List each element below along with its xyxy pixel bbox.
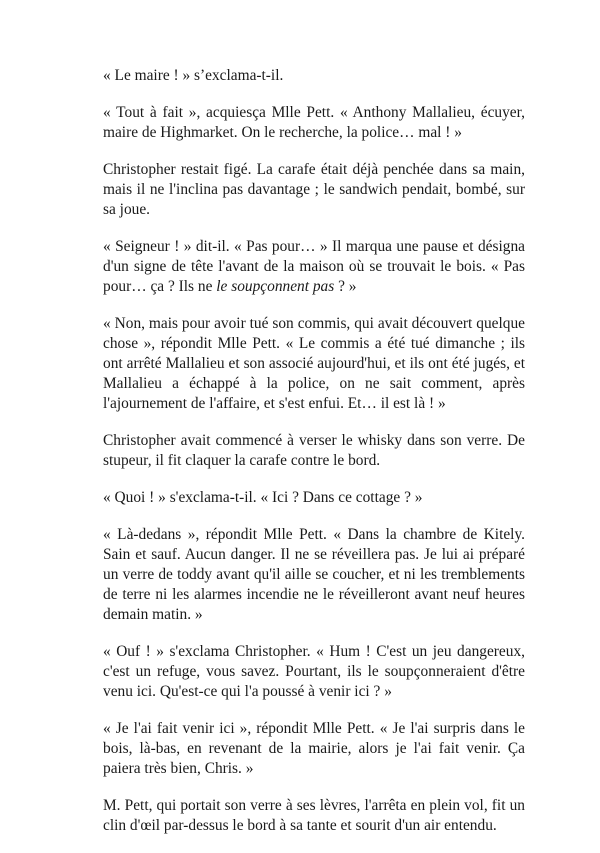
paragraph-3: Christopher restait figé. La carafe était déjà penchée dans sa main, mais il ne l'inclina pas davantage ; le sandwich pendait, bombé, sur sa joue. [103, 161, 525, 218]
paragraph-7: « Quoi ! » s'exclama-t-il. « Ici ? Dans ce cottage ? » [103, 489, 423, 506]
paragraph-4 [103, 237, 525, 297]
paragraph-6: Christopher avait commencé à verser le whisky dans son verre. De stupeur, il fit claquer la carafe contre le bord. [103, 432, 525, 469]
paragraph-5: « Non, mais pour avoir tué son commis, qui avait découvert quelque chose », répondit Mlle Pett. « Le commis a été tué dimanche ; ils ont arrêté Mallalieu et son associé aujourd'hui, et ils ont été jugés, et Mallalieu a échappé à la police, on ne sait comment, après l'ajournement de l'affaire, et s'est enfui. Et… il est là ! » [103, 315, 525, 412]
paragraph-11: M. Pett, qui portait son verre à ses lèvres, l'arrêta en plein vol, fit un clin d'œil par-dessus le bord à sa tante et sourit d'un air entendu. [103, 797, 525, 834]
paragraph-10: « Je l'ai fait venir ici », répondit Mlle Pett. « Je l'ai surpris dans le bois, là-bas, en revenant de la mairie, alors je l'ai fait venir. Ça paiera très bien, Chris. » [103, 720, 525, 777]
paragraph-4-before: « Seigneur ! » dit-il. « Pas pour… » Il marqua une pause et désigna d'un signe de tête l'avant de la maison où se trouvait le bois. « Pas pour… ça ? Ils ne [103, 238, 525, 295]
paragraph-9: « Ouf ! » s'exclama Christopher. « Hum ! C'est un jeu dangereux, c'est un refuge, vous savez. Pourtant, ils le soupçonneraient d'être venu ici. Qu'est-ce qui l'a poussé à venir ici ? » [103, 643, 525, 700]
paragraph-2: « Tout à fait », acquiesça Mlle Pett. « Anthony Mallalieu, écuyer, maire de Highmarket. On le recherche, la police… mal ! » [103, 104, 525, 141]
paragraph-4-italic: le soupçonnent pas [216, 278, 335, 295]
body-text [103, 66, 525, 853]
paragraph-8: « Là-dedans », répondit Mlle Pett. « Dans la chambre de Kitely. Sain et sauf. Aucun danger. Il ne se réveillera pas. Je lui ai préparé un verre de toddy avant qu'il aille se coucher, et ni les tremblements de terre ni les alarmes incendie ne le réveilleront avant neuf heures demain matin. » [103, 526, 525, 623]
paragraph-4-after: ? » [334, 278, 357, 295]
paragraph-1: « Le maire ! » s’exclama-t-il. [103, 67, 284, 84]
